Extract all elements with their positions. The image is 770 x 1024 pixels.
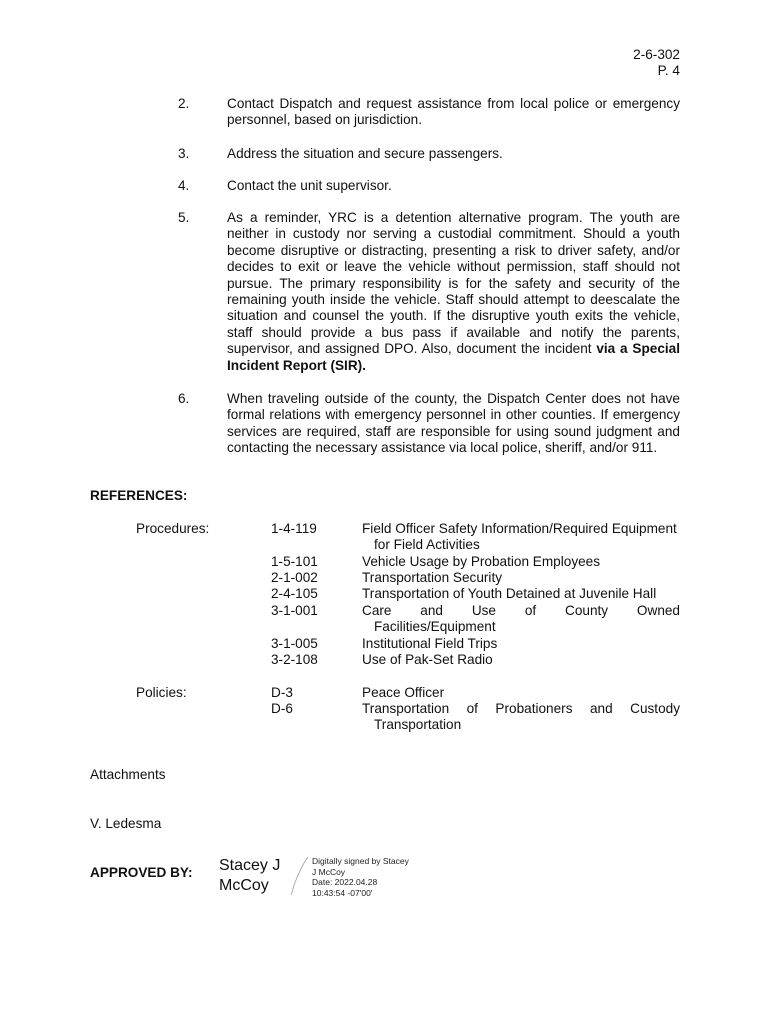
reference-title-cont: for Field Activities [374,537,480,553]
item-number: 2. [178,96,190,111]
item-text-container [227,210,680,374]
reference-title: Transportation of Probationers and Custody [362,701,680,716]
reference-title: Field Officer Safety Information/Required Equipment [362,521,677,536]
item-text: As a reminder, YRC is a detention alternative program. The youth are neither in custody nor serving a custodial commitment. Should a youth become disruptive or distracting, presenting a risk to driver safety, and/or decides to exit or leave the vehicle without permission, staff should not pursue. The primary responsibility is for the safety and security of the remaining youth inside the vehicle. Staff should attempt to deescalate the situation and counsel the youth. If the disruptive youth exits the vehicle, staff should provide a bus pass if available and notify the parents, supervisor, and assigned DPO. Also, document the incident [227,210,680,357]
item-text: When traveling outside of the county, the Dispatch Center does not have formal relations with emergency personnel in other counties. If emergency services are required, staff are responsible for using sound judgment and contacting the necessary assistance via local police, sheriff, and/or 911. [227,391,680,456]
reference-code: 2-4-105 [271,586,318,601]
reference-title: Use of Pak-Set Radio [362,652,493,667]
reference-code: 1-5-101 [271,554,318,569]
stamp-line: J McCoy [312,866,346,877]
reference-title: Care and Use of County Owned [362,603,680,618]
digital-signature-stamp [312,856,422,898]
item-text: Contact Dispatch and request assistance from local police or emergency personnel, based on jurisdiction. [227,96,680,128]
reference-code: D-3 [271,685,293,700]
reference-description [362,701,680,734]
item-number: 3. [178,146,190,161]
page-header [633,47,680,79]
item-text: Contact the unit supervisor. [227,178,392,193]
page-number: P. 4 [657,63,680,78]
reference-title: Institutional Field Trips [362,636,498,651]
item-text-bold: via a Special Incident Report (SIR). [227,341,680,373]
reference-code: 2-1-002 [271,570,318,585]
reference-code: D-6 [271,701,293,716]
signer-name [219,856,299,896]
policies-label: Policies: [136,685,187,700]
signer-name-line: Stacey J [219,857,281,874]
reference-code: 1-4-119 [271,521,317,536]
item-number: 4. [178,178,190,193]
procedures-label: Procedures: [136,521,210,536]
doc-number: 2-6-302 [633,47,680,62]
reference-description [362,603,680,636]
reference-title: Transportation Security [362,570,503,585]
reference-code: 3-2-108 [271,652,318,667]
reference-title: Peace Officer [362,685,445,700]
item-number: 6. [178,391,190,406]
stamp-date: Date: 2022.04.28 [312,877,378,887]
reference-code: 3-1-001 [271,603,318,618]
stamp-time: 10:43:54 -07'00' [312,887,373,898]
signature-mark-icon [288,855,314,897]
item-text: Address the situation and secure passengers. [227,146,503,161]
reference-title-cont: Facilities/Equipment [374,619,496,635]
attachments-label: Attachments [90,767,166,782]
reference-description [362,521,680,554]
item-number: 5. [178,210,190,225]
author-name: V. Ledesma [90,816,162,831]
reference-title: Vehicle Usage by Probation Employees [362,554,601,569]
reference-title: Transportation of Youth Detained at Juvenile Hall [362,586,657,601]
signer-name-line: McCoy [219,877,269,894]
approved-by-label: APPROVED BY: [90,865,193,880]
stamp-line: Digitally signed by Stacey [312,856,409,866]
reference-code: 3-1-005 [271,636,318,651]
references-heading: REFERENCES: [90,488,188,503]
reference-title-cont: Transportation [374,717,462,733]
